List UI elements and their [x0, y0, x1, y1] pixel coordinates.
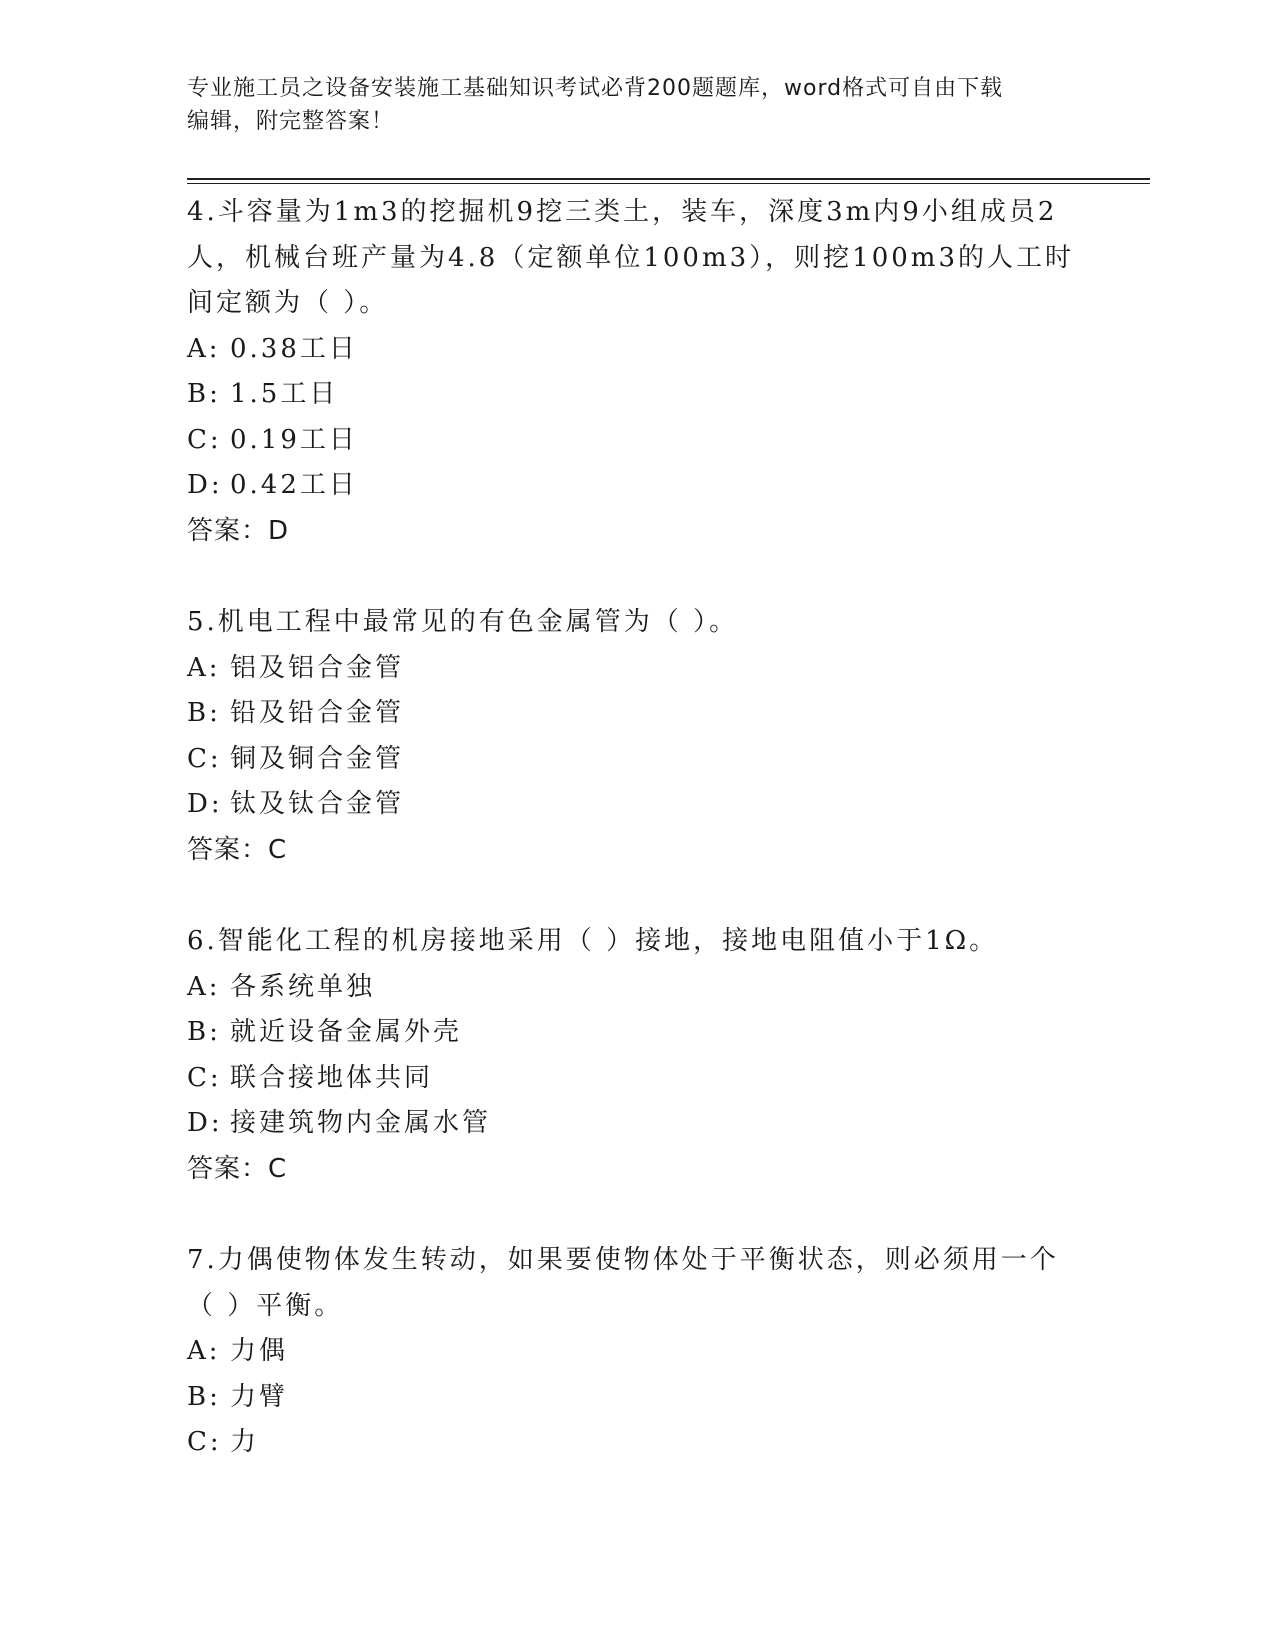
question-stem: 4.斗容量为1m3的挖掘机9挖三类土，装车，深度3m内9小组成员2人，机械台班产量为4.8（定额单位100m3），则挖100m3的人工时间定额为（ ）。 [187, 197, 1074, 318]
option-text: 0.38工日 [230, 333, 358, 364]
question-stem: 5.机电工程中最常见的有色金属管为（ ）。 [187, 607, 739, 637]
header-rule-thick [187, 178, 1150, 180]
option-b [187, 372, 1077, 418]
question-stem: 7.力偶使物体发生转动，如果要使物体处于平衡状态，则必须用一个（ ）平衡。 [187, 1245, 1059, 1321]
option-text: 0.19工日 [230, 424, 358, 455]
option-text: 力 [230, 1427, 260, 1457]
option-a [187, 327, 1077, 373]
question-list [187, 190, 1077, 1512]
option-text: 铝及铝合金管 [230, 652, 405, 683]
option-text: 力偶 [230, 1336, 289, 1366]
header-rule-thin [187, 183, 1150, 184]
document-header [187, 72, 1067, 138]
option-d [187, 463, 1077, 509]
option-letter: C: [187, 743, 222, 774]
option-c [187, 418, 1077, 464]
option-letter: C: [187, 1062, 222, 1093]
option-text: 各系统单独 [230, 971, 376, 1002]
option-letter: A: [187, 652, 221, 683]
answer-line: 答案：C [187, 834, 288, 865]
option-letter: A: [187, 1336, 221, 1366]
option-d [187, 782, 1077, 828]
option-text: 铜及铜合金管 [230, 743, 405, 774]
answer-line: 答案：D [187, 515, 290, 546]
option-c [187, 1420, 1077, 1466]
option-letter: B: [187, 379, 221, 409]
option-c [187, 1056, 1077, 1102]
option-text: 0.42工日 [230, 470, 358, 500]
option-b [187, 1375, 1077, 1421]
option-letter: D: [187, 1108, 223, 1138]
option-c [187, 737, 1077, 783]
option-a [187, 965, 1077, 1011]
option-letter: B: [187, 1017, 221, 1047]
question-stem: 6.智能化工程的机房接地采用（ ）接地，接地电阻值小于1Ω。 [187, 926, 999, 956]
option-text: 1.5工日 [230, 379, 339, 409]
header-line-1: 专业施工员之设备安装施工基础知识考试必背200题题库，word格式可自由下载 [187, 76, 1004, 101]
option-d [187, 1101, 1077, 1147]
option-a [187, 646, 1077, 692]
option-letter: B: [187, 698, 221, 728]
question-item [187, 1238, 1077, 1466]
question-item [187, 190, 1077, 554]
option-letter: D: [187, 470, 223, 500]
option-text: 接建筑物内金属水管 [230, 1108, 492, 1138]
option-letter: B: [187, 1381, 221, 1412]
option-b [187, 1010, 1077, 1056]
option-text: 就近设备金属外壳 [230, 1017, 463, 1047]
option-text: 联合接地体共同 [230, 1062, 434, 1093]
option-letter: A: [187, 971, 221, 1002]
option-letter: C: [187, 424, 222, 455]
option-b [187, 691, 1077, 737]
header-line-2: 编辑，附完整答案！ [187, 109, 395, 134]
question-item [187, 600, 1077, 873]
option-text: 铅及铅合金管 [230, 698, 405, 728]
option-letter: D: [187, 789, 223, 819]
option-text: 钛及钛合金管 [230, 789, 405, 819]
option-a [187, 1329, 1077, 1375]
question-item [187, 919, 1077, 1192]
option-letter: A: [187, 333, 221, 364]
option-letter: C: [187, 1427, 222, 1457]
option-text: 力臂 [230, 1381, 289, 1412]
answer-line: 答案：C [187, 1153, 288, 1184]
